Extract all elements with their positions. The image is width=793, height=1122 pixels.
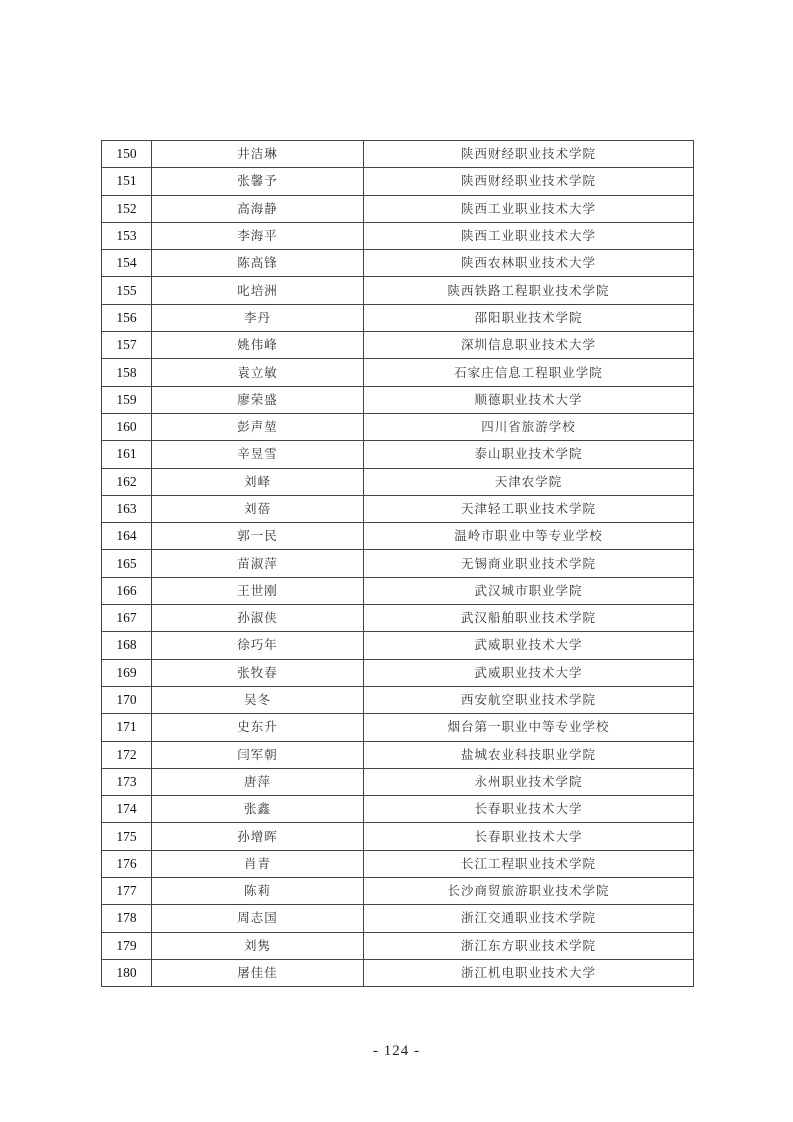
- row-number-cell: 164: [102, 523, 152, 550]
- institution-cell: 陕西农林职业技术大学: [364, 250, 694, 277]
- person-name-cell: 闫军朝: [152, 741, 364, 768]
- person-name-cell: 廖荣盛: [152, 386, 364, 413]
- institution-cell: 泰山职业技术学院: [364, 441, 694, 468]
- person-name-cell: 姚伟峰: [152, 332, 364, 359]
- row-number-cell: 160: [102, 413, 152, 440]
- table-row: [102, 550, 694, 577]
- person-name-cell: 刘隽: [152, 932, 364, 959]
- row-number-cell: 159: [102, 386, 152, 413]
- row-number-cell: 176: [102, 850, 152, 877]
- table-row: [102, 222, 694, 249]
- table-row: [102, 959, 694, 986]
- person-name-cell: 张鑫: [152, 796, 364, 823]
- institution-cell: 武汉船舶职业技术学院: [364, 605, 694, 632]
- person-name-cell: 吴冬: [152, 686, 364, 713]
- institution-cell: 长江工程职业技术学院: [364, 850, 694, 877]
- institution-cell: 陕西工业职业技术大学: [364, 195, 694, 222]
- person-name-cell: 孙增晖: [152, 823, 364, 850]
- row-number-cell: 151: [102, 168, 152, 195]
- page-number: - 124 -: [373, 1043, 420, 1059]
- roster-table: [101, 140, 694, 987]
- institution-cell: 武威职业技术大学: [364, 632, 694, 659]
- institution-cell: 天津农学院: [364, 468, 694, 495]
- institution-cell: 陕西财经职业技术学院: [364, 141, 694, 168]
- person-name-cell: 史东升: [152, 714, 364, 741]
- row-number-cell: 171: [102, 714, 152, 741]
- person-name-cell: 陈高锋: [152, 250, 364, 277]
- table-row: [102, 577, 694, 604]
- table-row: [102, 168, 694, 195]
- institution-cell: 邵阳职业技术学院: [364, 304, 694, 331]
- person-name-cell: 辛昱雪: [152, 441, 364, 468]
- institution-cell: 温岭市职业中等专业学校: [364, 523, 694, 550]
- table-row: [102, 495, 694, 522]
- row-number-cell: 157: [102, 332, 152, 359]
- person-name-cell: 张牧春: [152, 659, 364, 686]
- row-number-cell: 162: [102, 468, 152, 495]
- row-number-cell: 178: [102, 905, 152, 932]
- table-row: [102, 304, 694, 331]
- person-name-cell: 郭一民: [152, 523, 364, 550]
- institution-cell: 浙江机电职业技术大学: [364, 959, 694, 986]
- institution-cell: 陕西财经职业技术学院: [364, 168, 694, 195]
- row-number-cell: 153: [102, 222, 152, 249]
- institution-cell: 顺德职业技术大学: [364, 386, 694, 413]
- table-row: [102, 250, 694, 277]
- table-row: [102, 468, 694, 495]
- person-name-cell: 陈莉: [152, 878, 364, 905]
- person-name-cell: 肖青: [152, 850, 364, 877]
- row-number-cell: 179: [102, 932, 152, 959]
- person-name-cell: 孙淑侠: [152, 605, 364, 632]
- person-name-cell: 袁立敏: [152, 359, 364, 386]
- person-name-cell: 周志国: [152, 905, 364, 932]
- table-row: [102, 823, 694, 850]
- row-number-cell: 173: [102, 768, 152, 795]
- table-row: [102, 141, 694, 168]
- row-number-cell: 175: [102, 823, 152, 850]
- table-row: [102, 605, 694, 632]
- person-name-cell: 屠佳佳: [152, 959, 364, 986]
- row-number-cell: 161: [102, 441, 152, 468]
- institution-cell: 四川省旅游学校: [364, 413, 694, 440]
- roster-table-body: [102, 141, 694, 987]
- table-row: [102, 659, 694, 686]
- person-name-cell: 叱培洲: [152, 277, 364, 304]
- person-name-cell: 井洁琳: [152, 141, 364, 168]
- institution-cell: 武汉城市职业学院: [364, 577, 694, 604]
- institution-cell: 陕西铁路工程职业技术学院: [364, 277, 694, 304]
- person-name-cell: 高海静: [152, 195, 364, 222]
- person-name-cell: 彭声堃: [152, 413, 364, 440]
- person-name-cell: 苗淑萍: [152, 550, 364, 577]
- table-row: [102, 905, 694, 932]
- institution-cell: 烟台第一职业中等专业学校: [364, 714, 694, 741]
- row-number-cell: 152: [102, 195, 152, 222]
- institution-cell: 浙江交通职业技术学院: [364, 905, 694, 932]
- person-name-cell: 李丹: [152, 304, 364, 331]
- table-row: [102, 332, 694, 359]
- row-number-cell: 167: [102, 605, 152, 632]
- table-row: [102, 441, 694, 468]
- table-row: [102, 741, 694, 768]
- row-number-cell: 150: [102, 141, 152, 168]
- row-number-cell: 155: [102, 277, 152, 304]
- row-number-cell: 165: [102, 550, 152, 577]
- institution-cell: 盐城农业科技职业学院: [364, 741, 694, 768]
- row-number-cell: 172: [102, 741, 152, 768]
- person-name-cell: 唐萍: [152, 768, 364, 795]
- person-name-cell: 张馨予: [152, 168, 364, 195]
- person-name-cell: 徐巧年: [152, 632, 364, 659]
- row-number-cell: 156: [102, 304, 152, 331]
- row-number-cell: 163: [102, 495, 152, 522]
- institution-cell: 西安航空职业技术学院: [364, 686, 694, 713]
- row-number-cell: 168: [102, 632, 152, 659]
- person-name-cell: 刘蓓: [152, 495, 364, 522]
- row-number-cell: 174: [102, 796, 152, 823]
- table-row: [102, 632, 694, 659]
- table-row: [102, 878, 694, 905]
- table-row: [102, 686, 694, 713]
- institution-cell: 长春职业技术大学: [364, 823, 694, 850]
- person-name-cell: 王世刚: [152, 577, 364, 604]
- table-row: [102, 768, 694, 795]
- table-row: [102, 277, 694, 304]
- table-row: [102, 796, 694, 823]
- institution-cell: 石家庄信息工程职业学院: [364, 359, 694, 386]
- institution-cell: 长春职业技术大学: [364, 796, 694, 823]
- institution-cell: 长沙商贸旅游职业技术学院: [364, 878, 694, 905]
- institution-cell: 陕西工业职业技术大学: [364, 222, 694, 249]
- table-row: [102, 932, 694, 959]
- table-row: [102, 850, 694, 877]
- person-name-cell: 刘峄: [152, 468, 364, 495]
- table-row: [102, 195, 694, 222]
- institution-cell: 深圳信息职业技术大学: [364, 332, 694, 359]
- institution-cell: 永州职业技术学院: [364, 768, 694, 795]
- row-number-cell: 177: [102, 878, 152, 905]
- institution-cell: 浙江东方职业技术学院: [364, 932, 694, 959]
- institution-cell: 天津轻工职业技术学院: [364, 495, 694, 522]
- institution-cell: 无锡商业职业技术学院: [364, 550, 694, 577]
- person-name-cell: 李海平: [152, 222, 364, 249]
- table-row: [102, 714, 694, 741]
- table-row: [102, 413, 694, 440]
- row-number-cell: 166: [102, 577, 152, 604]
- row-number-cell: 170: [102, 686, 152, 713]
- table-row: [102, 523, 694, 550]
- institution-cell: 武威职业技术大学: [364, 659, 694, 686]
- row-number-cell: 169: [102, 659, 152, 686]
- table-row: [102, 359, 694, 386]
- row-number-cell: 180: [102, 959, 152, 986]
- row-number-cell: 154: [102, 250, 152, 277]
- row-number-cell: 158: [102, 359, 152, 386]
- table-row: [102, 386, 694, 413]
